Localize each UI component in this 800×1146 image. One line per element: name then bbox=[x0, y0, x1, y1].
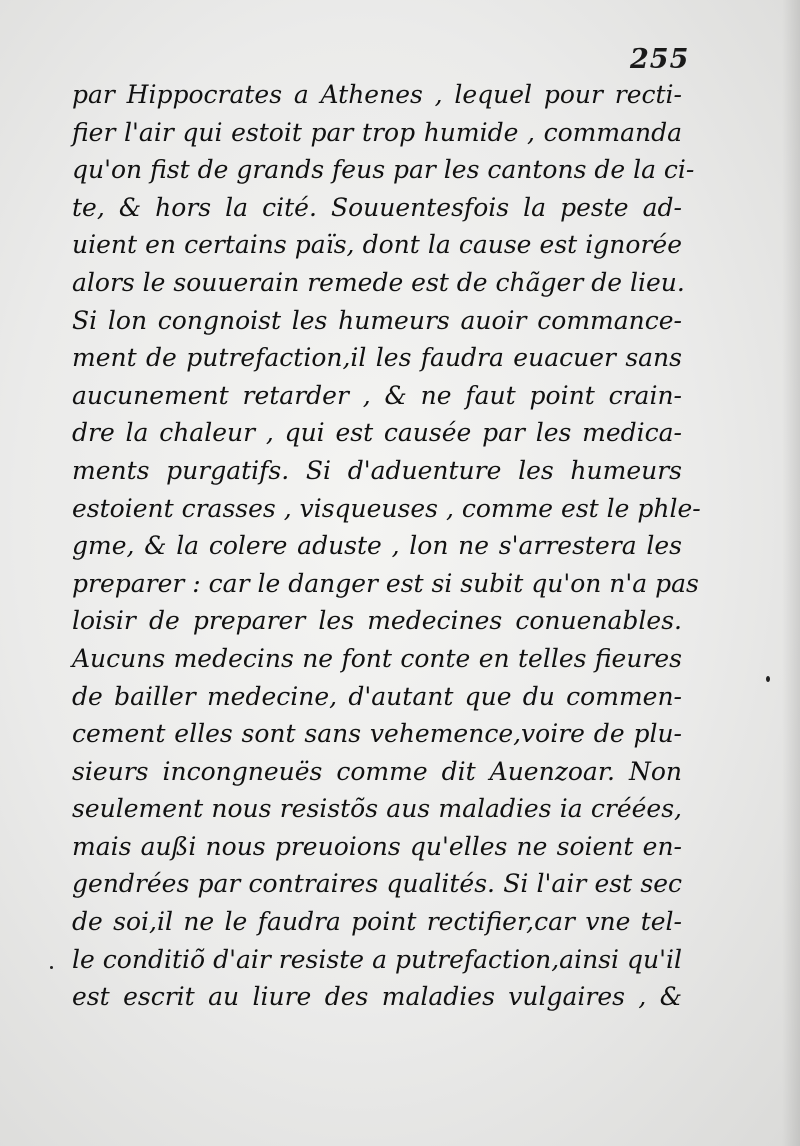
text-line: mais außi nous preuoions qu'elles ne soient en- bbox=[72, 831, 682, 861]
text-line: de bailler medecine, d'autant que du commen- bbox=[72, 681, 682, 711]
page-edge-shadow bbox=[782, 0, 800, 1146]
text-line: est escrit au liure des maladies vulgaires , & bbox=[72, 982, 682, 1012]
text-line: seulement nous resistõs aus maladies ia créées, bbox=[72, 794, 682, 824]
text-line: uient en certains païs, dont la cause est ignorée bbox=[72, 230, 682, 260]
text-line: preparer : car le danger est si subit qu'on n'a pas bbox=[72, 568, 699, 598]
text-line: cement elles sont sans vehemence,voire de plu- bbox=[72, 719, 682, 749]
ink-speck bbox=[766, 676, 770, 682]
page-number: 255 bbox=[630, 44, 690, 75]
text-line: fier l'air qui estoit par trop humide , commanda bbox=[72, 117, 682, 147]
text-line: sieurs incongneuës comme dit Auenzoar. Non bbox=[72, 756, 682, 786]
text-line: Si lon congnoist les humeurs auoir commance- bbox=[72, 305, 682, 335]
text-line: aucunement retarder , & ne faut point crain- bbox=[72, 380, 682, 410]
text-line: te, & hors la cité. Souuentesfois la peste ad- bbox=[72, 192, 682, 222]
text-line: dre la chaleur , qui est causée par les medica- bbox=[72, 418, 682, 448]
ink-speck bbox=[50, 966, 53, 969]
text-line: ment de putrefaction,il les faudra euacuer sans bbox=[72, 343, 682, 373]
text-line: Aucuns medecins ne font conte en telles fieures bbox=[72, 643, 682, 673]
text-line: de soi,il ne le faudra point rectifier,car vne tel- bbox=[72, 907, 682, 937]
text-line: ments purgatifs. Si d'aduenture les humeurs bbox=[72, 455, 682, 485]
text-line: gendrées par contraires qualités. Si l'air est sec bbox=[72, 869, 682, 899]
text-line: le conditiõ d'air resiste a putrefaction,ainsi qu'il bbox=[72, 944, 682, 974]
text-line: estoient crasses , visqueuses , comme est le phle- bbox=[72, 493, 701, 523]
text-line: alors le souuerain remede est de chãger de lieu. bbox=[72, 267, 685, 297]
text-line: par Hippocrates a Athenes , lequel pour recti- bbox=[72, 80, 682, 109]
text-line: qu'on fist de grands feus par les cantons de la ci- bbox=[72, 155, 695, 185]
body-text bbox=[72, 76, 701, 1016]
text-line: gme, & la colere aduste , lon ne s'arrestera les bbox=[72, 531, 682, 561]
text-line: loisir de preparer les medecines conuenables. bbox=[72, 606, 682, 636]
